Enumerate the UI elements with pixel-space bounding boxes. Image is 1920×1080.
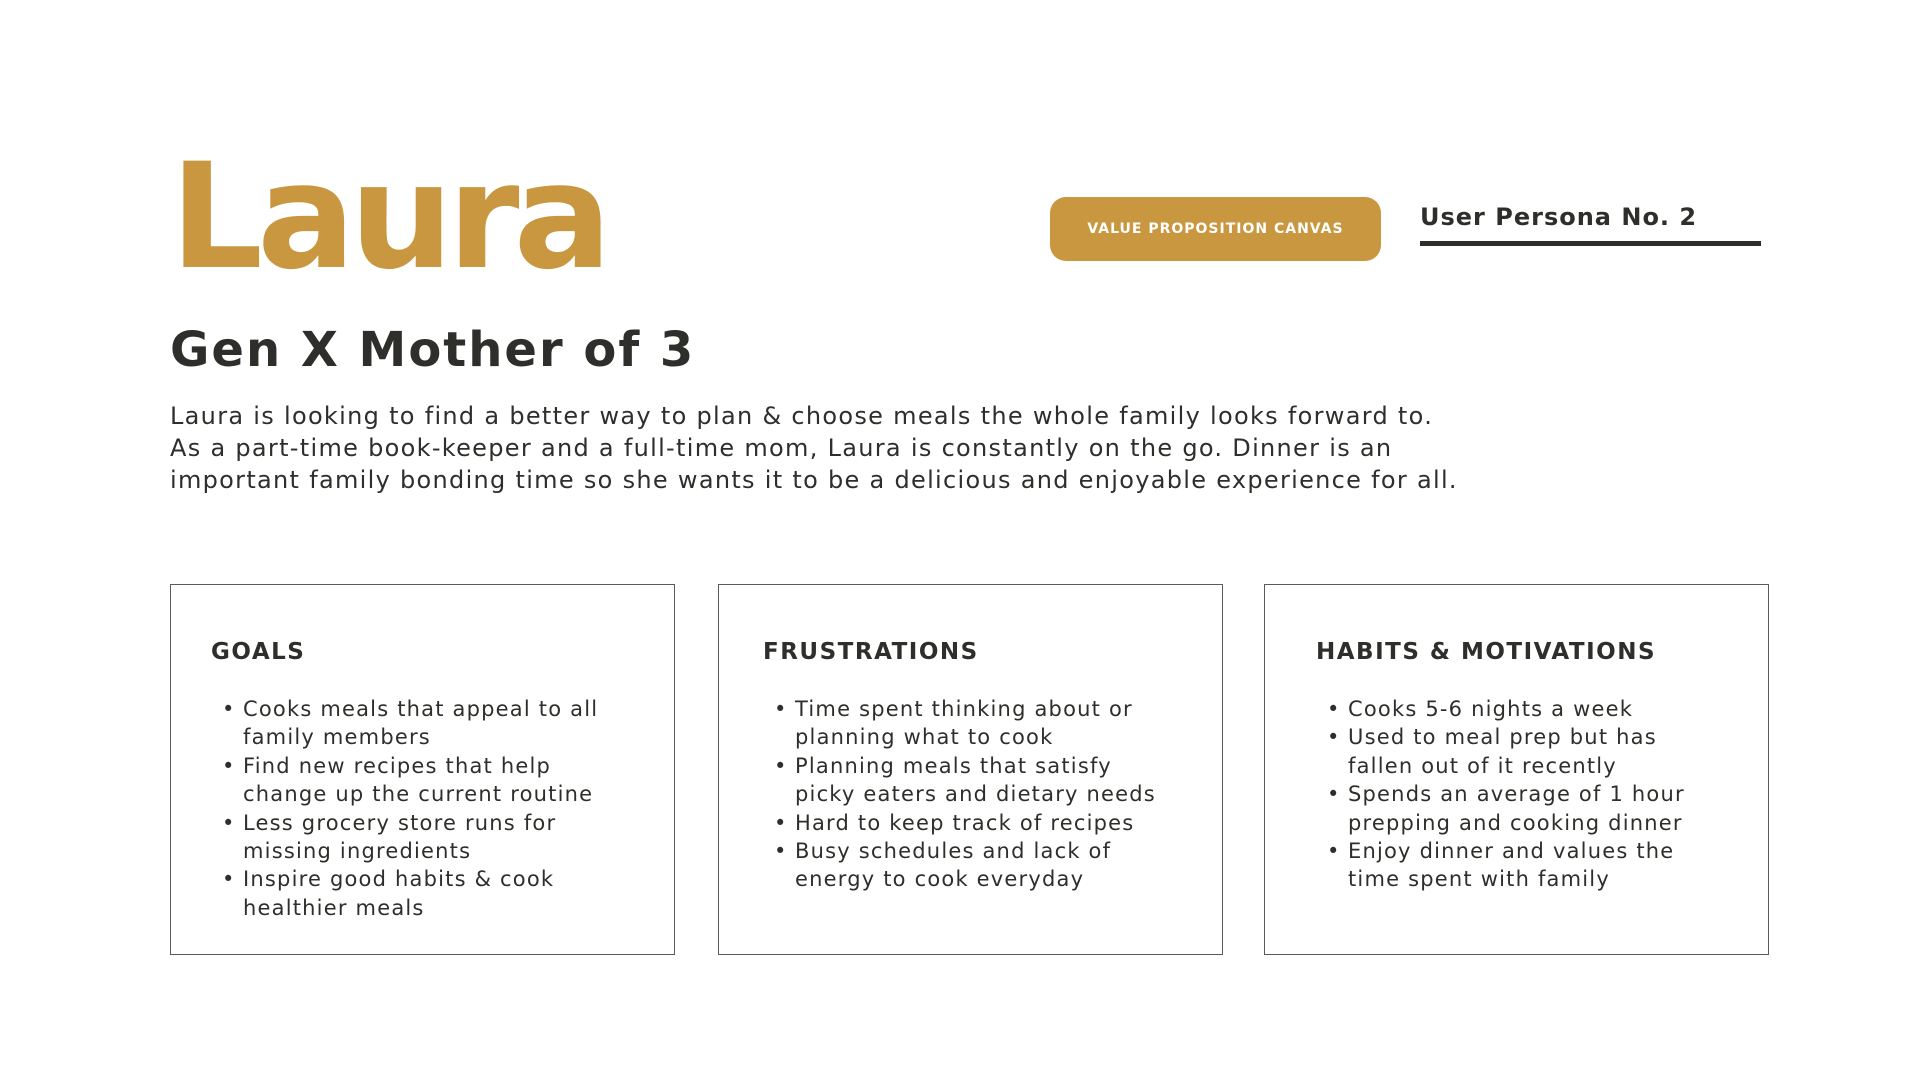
- persona-number: User Persona No. 2: [1420, 200, 1761, 246]
- list-item: • Hard to keep track of recipes: [774, 809, 1156, 837]
- goals-title: GOALS: [211, 639, 306, 665]
- list-item: • Enjoy dinner and values the time spent with family: [1327, 837, 1685, 894]
- habits-motivations-title: HABITS & MOTIVATIONS: [1316, 639, 1657, 665]
- list-item: • Cooks 5-6 nights a week: [1327, 695, 1685, 723]
- habits-motivations-card: [1264, 584, 1769, 955]
- persona-subtitle: Gen X Mother of 3: [170, 322, 696, 378]
- goals-card: [170, 584, 675, 955]
- list-item: • Cooks meals that appeal to all family members: [222, 695, 598, 752]
- frustrations-card: [718, 584, 1223, 955]
- list-item: • Used to meal prep but has fallen out of it recently: [1327, 723, 1685, 780]
- frustrations-list: [774, 695, 1156, 894]
- list-item: • Inspire good habits & cook healthier meals: [222, 865, 598, 922]
- persona-description: [170, 400, 1570, 496]
- habits-motivations-list: [1327, 695, 1685, 894]
- goals-list: [222, 695, 598, 922]
- persona-name: Laura: [170, 132, 607, 302]
- list-item: • Find new recipes that help change up the current routine: [222, 752, 598, 809]
- list-item: • Spends an average of 1 hour prepping and cooking dinner: [1327, 780, 1685, 837]
- list-item: • Time spent thinking about or planning what to cook: [774, 695, 1156, 752]
- description-line: As a part-time book-keeper and a full-time mom, Laura is constantly on the go. Dinner is an: [170, 434, 1393, 462]
- value-proposition-canvas-badge: VALUE PROPOSITION CANVAS: [1050, 197, 1381, 261]
- description-line: Laura is looking to find a better way to plan & choose meals the whole family looks forward to.: [170, 402, 1434, 430]
- list-item: • Less grocery store runs for missing ingredients: [222, 809, 598, 866]
- description-line: important family bonding time so she wants it to be a delicious and enjoyable experience for all.: [170, 466, 1458, 494]
- frustrations-title: FRUSTRATIONS: [763, 639, 979, 665]
- list-item: • Busy schedules and lack of energy to cook everyday: [774, 837, 1156, 894]
- list-item: • Planning meals that satisfy picky eaters and dietary needs: [774, 752, 1156, 809]
